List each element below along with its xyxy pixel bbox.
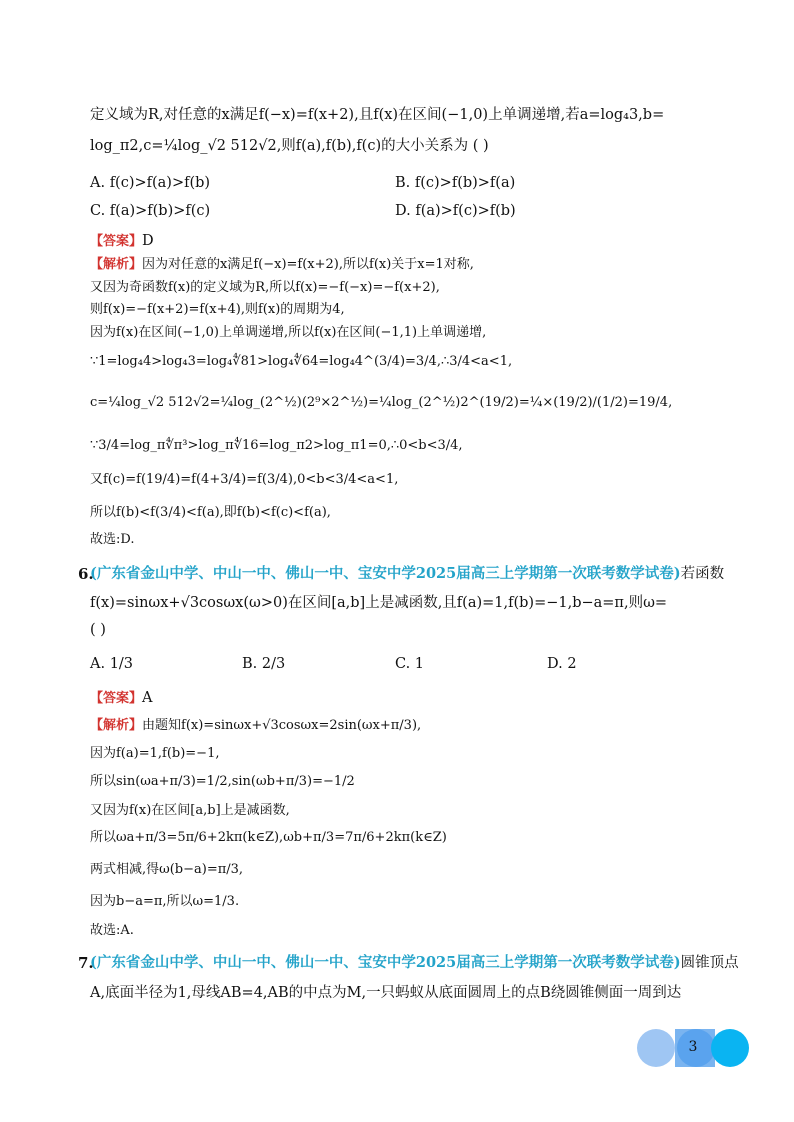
q6-analysis-line-8: 故选:A.	[90, 923, 134, 938]
q6-option-c: C. 1	[395, 656, 425, 672]
q6-source: (广东省金山中学、中山一中、佛山一中、宝安中学2025届高三上学期第一次联考数学试卷)	[90, 565, 681, 582]
q6-analysis-line-6: 两式相减,得ω(b−a)=π/3,	[90, 862, 244, 877]
answer-tag: 【答案】	[90, 691, 143, 706]
q5-analysis-line-5: ∵1=log₄4>log₄3=log₄∜81>log₄∜64=log₄4^(3/4)=3/4,∴3/4<a<1,	[90, 354, 513, 369]
analysis-tag: 【解析】	[90, 257, 143, 272]
q5-answer-line	[90, 231, 154, 252]
q6-stem-line-1: (广东省金山中学、中山一中、佛山一中、宝安中学2025届高三上学期第一次联考数学试卷)若函数	[90, 565, 725, 582]
q7-source: (广东省金山中学、中山一中、佛山一中、宝安中学2025届高三上学期第一次联考数学试卷)	[90, 954, 681, 971]
q6-option-b: B. 2/3	[242, 656, 286, 672]
q5-stem-line-2: log_π2,c=¼log_√2 512√2,则f(a),f(b),f(c)的大小关系为 ( )	[90, 138, 489, 154]
analysis-tag: 【解析】	[90, 718, 143, 733]
q6-option-a: A. 1/3	[90, 656, 134, 672]
q6-analysis-line-5: 所以ωa+π/3=5π/6+2kπ(k∈Z),ωb+π/3=7π/6+2kπ(k∈Z)	[90, 830, 447, 845]
q7-number: 7.	[78, 954, 94, 972]
q5-answer: D	[142, 233, 154, 249]
answer-tag: 【答案】	[90, 234, 143, 249]
q5-analysis-line-6: c=¼log_√2 512√2=¼log_(2^½)(2⁹×2^½)=¼log_(2^½)2^(19/2)=¼×(19/2)/(1/2)=19/4,	[90, 395, 673, 410]
q5-option-a: A. f(c)>f(a)>f(b)	[90, 175, 211, 191]
q5-analysis-line-8: 又f(c)=f(19/4)=f(4+3/4)=f(3/4),0<b<3/4<a<1,	[90, 472, 399, 487]
q6-analysis-line-2: 因为f(a)=1,f(b)=−1,	[90, 746, 220, 761]
q5-analysis-line-10: 故选:D.	[90, 532, 135, 547]
q6-option-d: D. 2	[547, 656, 577, 672]
q5-analysis-line-4: 因为f(x)在区间(−1,0)上单调递增,所以f(x)在区间(−1,1)上单调递增,	[90, 325, 487, 340]
q7-stem-line-1: (广东省金山中学、中山一中、佛山一中、宝安中学2025届高三上学期第一次联考数学试卷)圆锥顶点	[90, 954, 739, 971]
q5-analysis-line-7: ∵3/4=log_π∜π³>log_π∜16=log_π2>log_π1=0,∴0<b<3/4,	[90, 438, 463, 453]
q5-option-d: D. f(a)>f(c)>f(b)	[395, 203, 516, 219]
q6-number: 6.	[78, 565, 94, 583]
q5-analysis-line-9: 所以f(b)<f(3/4)<f(a),即f(b)<f(c)<f(a),	[90, 505, 331, 520]
q5-analysis-line-3: 则f(x)=−f(x+2)=f(x+4),则f(x)的周期为4,	[90, 302, 345, 317]
q6-stem-line-3: ( )	[90, 622, 106, 638]
page-number: 3	[688, 1039, 698, 1055]
q6-answer-line	[90, 688, 153, 709]
q5-option-b: B. f(c)>f(b)>f(a)	[395, 175, 516, 191]
q5-analysis-line-1: 【解析】因为对任意的x满足f(−x)=f(x+2),所以f(x)关于x=1对称,	[90, 257, 474, 272]
q6-analysis-line-7: 因为b−a=π,所以ω=1/3.	[90, 894, 240, 909]
q5-stem-line-1: 定义域为R,对任意的x满足f(−x)=f(x+2),且f(x)在区间(−1,0)上单调递增,若a=log₄3,b=	[90, 107, 665, 123]
q6-analysis-line-1: 【解析】由题知f(x)=sinωx+√3cosωx=2sin(ωx+π/3),	[90, 718, 422, 733]
q5-option-c: C. f(a)>f(b)>f(c)	[90, 203, 211, 219]
q7-stem-line-2: A,底面半径为1,母线AB=4,AB的中点为M,一只蚂蚁从底面圆周上的点B绕圆锥侧面一周到达	[90, 985, 682, 1001]
q6-stem-line-2: f(x)=sinωx+√3cosωx(ω>0)在区间[a,b]上是减函数,且f(a)=1,f(b)=−1,b−a=π,则ω=	[90, 595, 668, 611]
q6-answer: A	[142, 690, 153, 706]
q5-analysis-line-2: 又因为奇函数f(x)的定义域为R,所以f(x)=−f(−x)=−f(x+2),	[90, 280, 440, 295]
q6-analysis-line-4: 又因为f(x)在区间[a,b]上是减函数,	[90, 803, 290, 818]
q6-analysis-line-3: 所以sin(ωa+π/3)=1/2,sin(ωb+π/3)=−1/2	[90, 774, 355, 789]
